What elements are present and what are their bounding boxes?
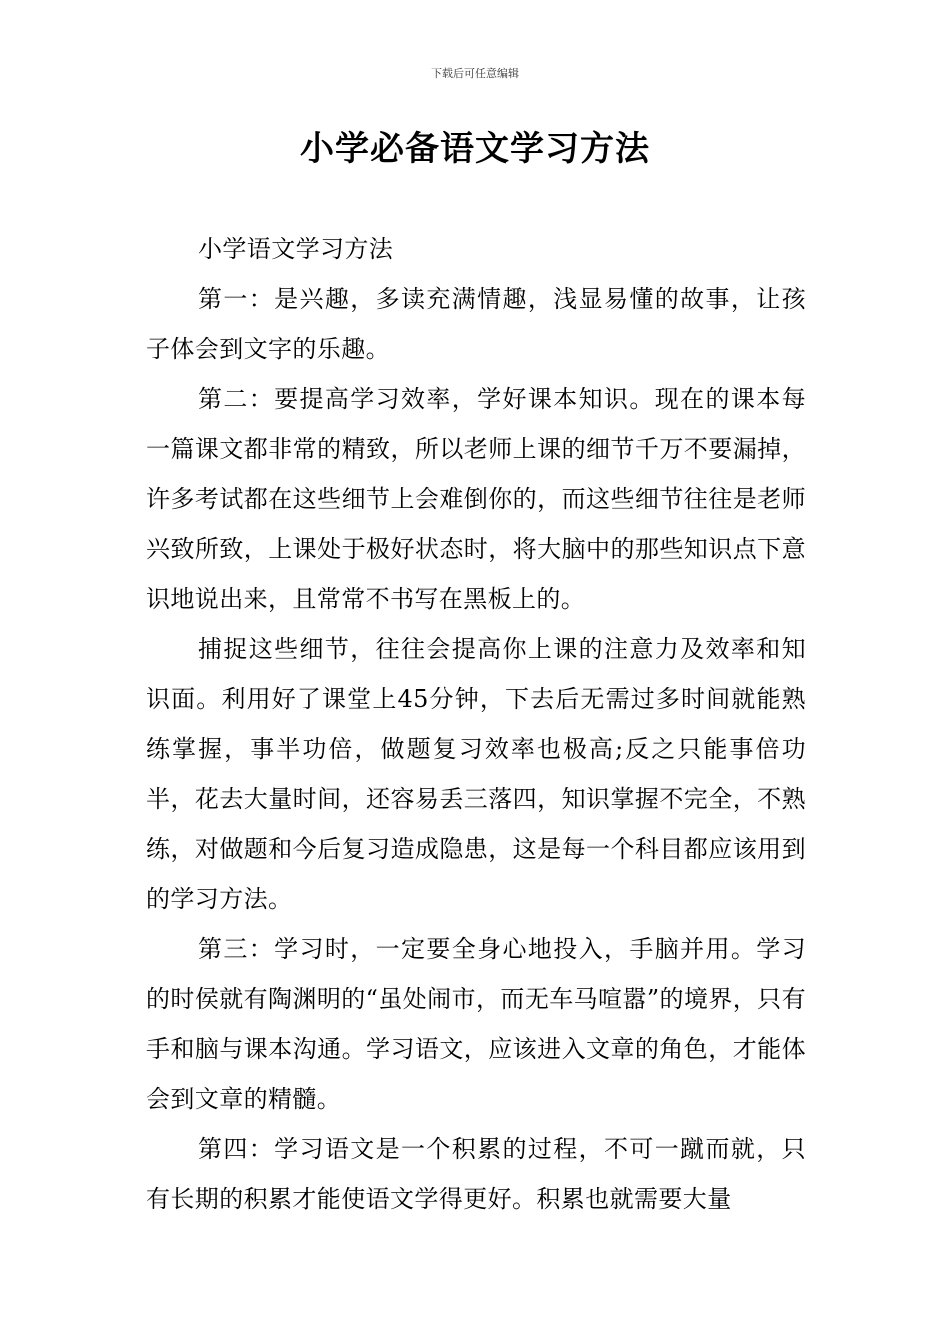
- document-title: 小学必备语文学习方法: [300, 129, 650, 169]
- paragraph-second: 第二：要提高学习效率，学好课本知识。现在的课本每一篇课文都非常的精致，所以老师上课的细节千万不要漏掉，许多考试都在这些细节上会难倒你的，而这些细节往往是老师兴致所致，上课处于极好状态时，将大脑中的那些知识点下意识地说出来，且常常不书写在黑板上的。: [146, 385, 806, 613]
- paragraph-details: 捕捉这些细节，往往会提高你上课的注意力及效率和知识面。利用好了课堂上45分钟，下去后无需过多时间就能熟练掌握，事半功倍，做题复习效率也极高;反之只能事倍功半，花去大量时间，还容易丢三落四，知识掌握不完全，不熟练，对做题和今后复习造成隐患，这是每一个科目都应该用到的学习方法。: [146, 635, 806, 913]
- paragraph-fourth: 第四：学习语文是一个积累的过程，不可一蹴而就，只有长期的积累才能使语文学得更好。积累也就需要大量: [146, 1135, 806, 1213]
- header-note: 下载后可任意编辑: [431, 67, 519, 80]
- document-body: [146, 224, 806, 1224]
- paragraph-third: 第三：学习时，一定要全身心地投入，手脑并用。学习的时侯就有陶渊明的“虽处闹市，而无车马喧嚣”的境界，只有手和脑与课本沟通。学习语文，应该进入文章的角色，才能体会到文章的精髓。: [146, 935, 806, 1113]
- paragraph-subheading: 小学语文学习方法: [198, 235, 394, 263]
- paragraph-first: 第一：是兴趣，多读充满情趣，浅显易懂的故事，让孩子体会到文字的乐趣。: [146, 285, 806, 363]
